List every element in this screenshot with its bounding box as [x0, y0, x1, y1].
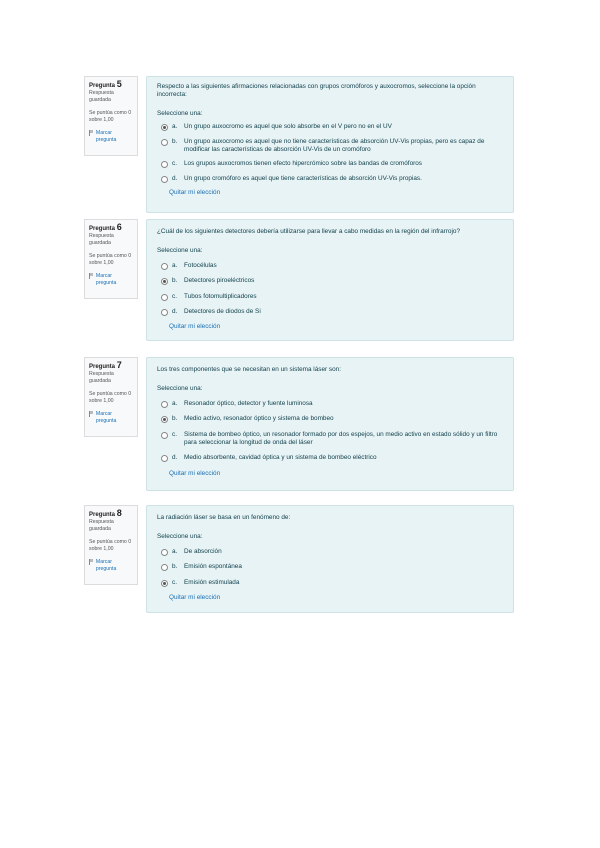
radio-button[interactable] [161, 401, 168, 408]
answer-option-d[interactable]: d. Detectores de diodos de Si [157, 308, 503, 316]
radio-button[interactable] [161, 139, 168, 146]
radio-button[interactable] [161, 564, 168, 571]
clear-choice-link[interactable]: Quitar mi elección [169, 189, 221, 197]
answer-option-c[interactable]: c. Emisión estimulada [157, 579, 503, 587]
answer-option-b[interactable]: b. Medio activo, resonador óptico y sistema de bombeo [157, 415, 503, 423]
question-score: Se puntúa como 0 sobre 1,00 [89, 391, 132, 404]
question-prompt: ¿Cuál de los siguientes detectores debería utilizarse para llevar a cabo medidas en la región del infrarrojo? [157, 228, 461, 235]
flag-icon [89, 559, 94, 565]
question-content [146, 76, 514, 213]
question-prompt: Los tres componentes que se necesitan en un sistema láser son: [157, 366, 342, 373]
question-number: Pregunta 8 [89, 508, 122, 518]
flag-question-link[interactable]: Marcar pregunta [89, 273, 133, 287]
question-number: Pregunta 6 [89, 222, 122, 232]
select-label: Seleccione una: [157, 533, 203, 541]
answer-option-a[interactable]: a. Fotocélulas [157, 262, 503, 270]
flag-question-link[interactable]: Marcar pregunta [89, 411, 133, 425]
question-content [146, 219, 514, 341]
answer-option-c[interactable]: c. Tubos fotomultiplicadores [157, 293, 503, 301]
flag-question-link[interactable]: Marcar pregunta [89, 130, 133, 144]
answer-option-a[interactable]: a. Resonador óptico, detector y fuente luminosa [157, 400, 503, 408]
radio-button[interactable] [161, 263, 168, 270]
radio-button[interactable] [161, 432, 168, 439]
radio-button[interactable] [161, 416, 168, 423]
question-info [84, 357, 138, 437]
question-status: Respuesta guardada [89, 371, 114, 384]
question-content [146, 357, 514, 491]
question-score: Se puntúa como 0 sobre 1,00 [89, 253, 132, 266]
question-info [84, 505, 138, 585]
flag-icon [89, 411, 94, 417]
answer-option-b[interactable]: b. Un grupo auxocromo es aquel que no tiene características de absorción UV-Vis propias, pero es capaz de modificar las características de absorción UV-Vis de un cromóforo [157, 138, 503, 155]
question-status: Respuesta guardada [89, 519, 114, 532]
question-prompt: Respecto a las siguientes afirmaciones relacionadas con grupos cromóforos y auxocromos, seleccione la opción incorrecta: [157, 83, 476, 99]
clear-choice-link[interactable]: Quitar mi elección [169, 323, 221, 331]
radio-button[interactable] [161, 176, 168, 183]
question-info [84, 219, 138, 299]
answer-option-a[interactable]: a. Un grupo auxocromo es aquel que solo absorbe en el V pero no en el UV [157, 123, 503, 131]
question-score: Se puntúa como 0 sobre 1,00 [89, 539, 132, 552]
select-label: Seleccione una: [157, 247, 203, 255]
question-number: Pregunta 7 [89, 360, 122, 370]
radio-button[interactable] [161, 294, 168, 301]
answer-option-c[interactable]: c. Los grupos auxocromos tienen efecto hipercrómico sobre las bandas de cromóforos [157, 160, 503, 168]
select-label: Seleccione una: [157, 385, 203, 393]
radio-button[interactable] [161, 580, 168, 587]
clear-choice-link[interactable]: Quitar mi elección [169, 594, 221, 602]
radio-button[interactable] [161, 309, 168, 316]
radio-button[interactable] [161, 161, 168, 168]
flag-question-link[interactable]: Marcar pregunta [89, 559, 133, 573]
answer-option-b[interactable]: b. Detectores piroeléctricos [157, 277, 503, 285]
question-status: Respuesta guardada [89, 90, 114, 103]
answer-option-b[interactable]: b. Emisión espontánea [157, 563, 503, 571]
question-info [84, 76, 138, 156]
flag-icon [89, 273, 94, 279]
select-label: Seleccione una: [157, 109, 203, 117]
radio-button[interactable] [161, 549, 168, 556]
question-number: Pregunta 5 [89, 79, 122, 89]
flag-icon [89, 130, 94, 136]
radio-button[interactable] [161, 455, 168, 462]
radio-button[interactable] [161, 124, 168, 131]
question-prompt: La radiación láser se basa en un fenómeno de: [157, 514, 291, 521]
answer-option-d[interactable]: d. Un grupo cromóforo es aquel que tiene características de absorción UV-Vis propias. [157, 175, 503, 183]
clear-choice-link[interactable]: Quitar mi elección [169, 469, 221, 477]
question-status: Respuesta guardada [89, 233, 114, 246]
answer-option-a[interactable]: a. De absorción [157, 548, 503, 556]
answer-option-c[interactable]: c. Sistema de bombeo óptico, un resonador formado por dos espejos, un medio activo en estado sólido y un filtro para seleccionar la longitud de onda del láser [157, 431, 503, 448]
answer-option-d[interactable]: d. Medio absorbente, cavidad óptica y un sistema de bombeo eléctrico [157, 454, 503, 462]
question-score: Se puntúa como 0 sobre 1,00 [89, 110, 132, 123]
radio-button[interactable] [161, 278, 168, 285]
question-content [146, 505, 514, 613]
